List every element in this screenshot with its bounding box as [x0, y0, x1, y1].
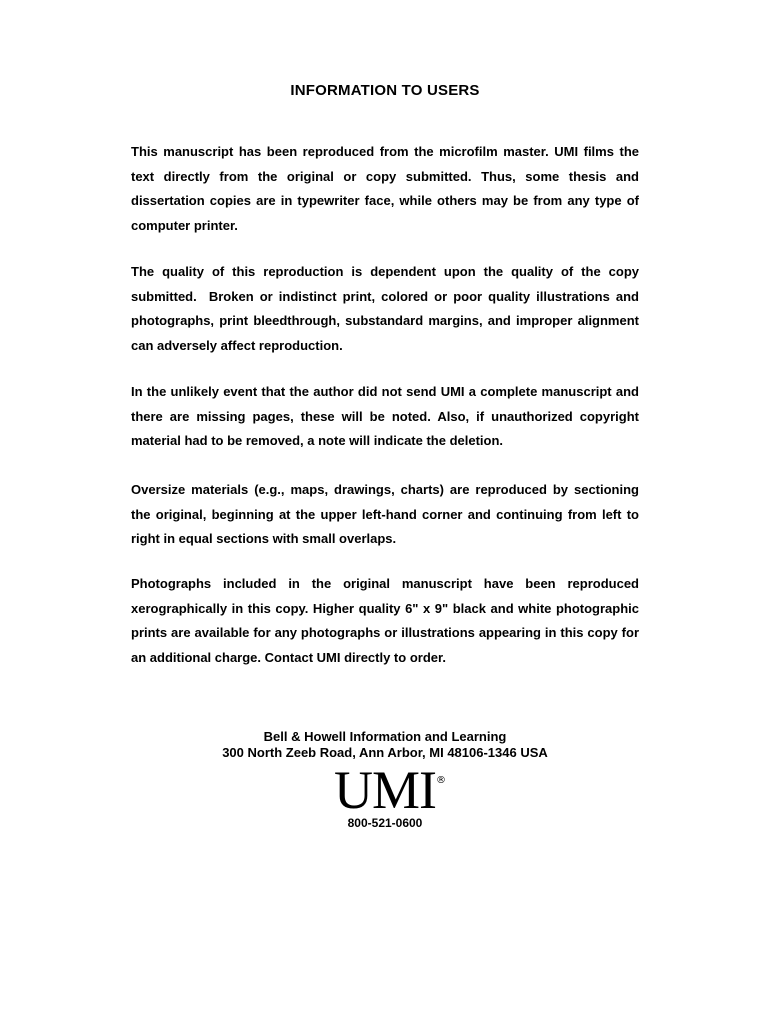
paragraph-line: photographs, print bleedthrough, substandard margins, and improper alignment	[131, 313, 639, 328]
paragraph-line: xerographically in this copy. Higher quality 6" x 9" black and white photographic	[131, 600, 639, 616]
registered-mark: ®	[436, 775, 446, 786]
paragraph-line: In the unlikely event that the author did not send UMI a complete manuscript and	[131, 384, 639, 399]
quality-emphasis-word: submitted.	[131, 288, 197, 304]
paragraph-photographs-note	[131, 572, 639, 670]
paragraph-line-rest: Broken or indistinct print, colored or poor quality illustrations and	[208, 288, 639, 304]
paragraph-line: there are missing pages, these will be noted. Also, if unauthorized copyright	[131, 408, 639, 424]
logo-text: UMI	[334, 760, 436, 820]
company-name: Bell & Howell Information and Learning	[263, 729, 507, 744]
phone-number: 800-521-0600	[347, 816, 423, 830]
umi-logo	[0, 760, 770, 820]
paragraph-oversize-note	[131, 478, 639, 552]
paragraph-line: dissertation copies are in typewriter face, while others may be from any type of	[131, 193, 639, 208]
quality-emphasis-line: The quality of this reproduction is dependent upon the quality of the copy	[131, 264, 639, 279]
paragraph-reproduction-note	[131, 140, 639, 238]
company-address: 300 North Zeeb Road, Ann Arbor, MI 48106-1346 USA	[222, 745, 548, 760]
paragraph-line: computer printer.	[131, 217, 238, 233]
paragraph-quality-note	[131, 260, 639, 358]
paragraph-line: the original, beginning at the upper left-hand corner and continuing from left to	[131, 506, 639, 522]
page-title: INFORMATION TO USERS	[290, 82, 480, 99]
paragraph-line: an additional charge. Contact UMI directly to order.	[131, 649, 446, 665]
paragraph-line: This manuscript has been reproduced from the microfilm master. UMI films the	[131, 144, 639, 159]
paragraph-line: material had to be removed, a note will indicate the deletion.	[131, 433, 504, 448]
paragraph-missing-pages-note	[131, 380, 639, 454]
paragraph-line: text directly from the original or copy submitted. Thus, some thesis and	[131, 168, 639, 184]
paragraph-line: Photographs included in the original manuscript have been reproduced	[131, 576, 639, 591]
paragraph-line: can adversely affect reproduction.	[131, 337, 343, 353]
paragraph-line: Oversize materials (e.g., maps, drawings, charts) are reproduced by sectioning	[131, 482, 639, 497]
paragraph-line: prints are available for any photographs or illustrations appearing in this copy for	[131, 625, 639, 640]
paragraph-line: right in equal sections with small overlaps.	[131, 531, 397, 546]
paragraph-line	[131, 285, 639, 310]
